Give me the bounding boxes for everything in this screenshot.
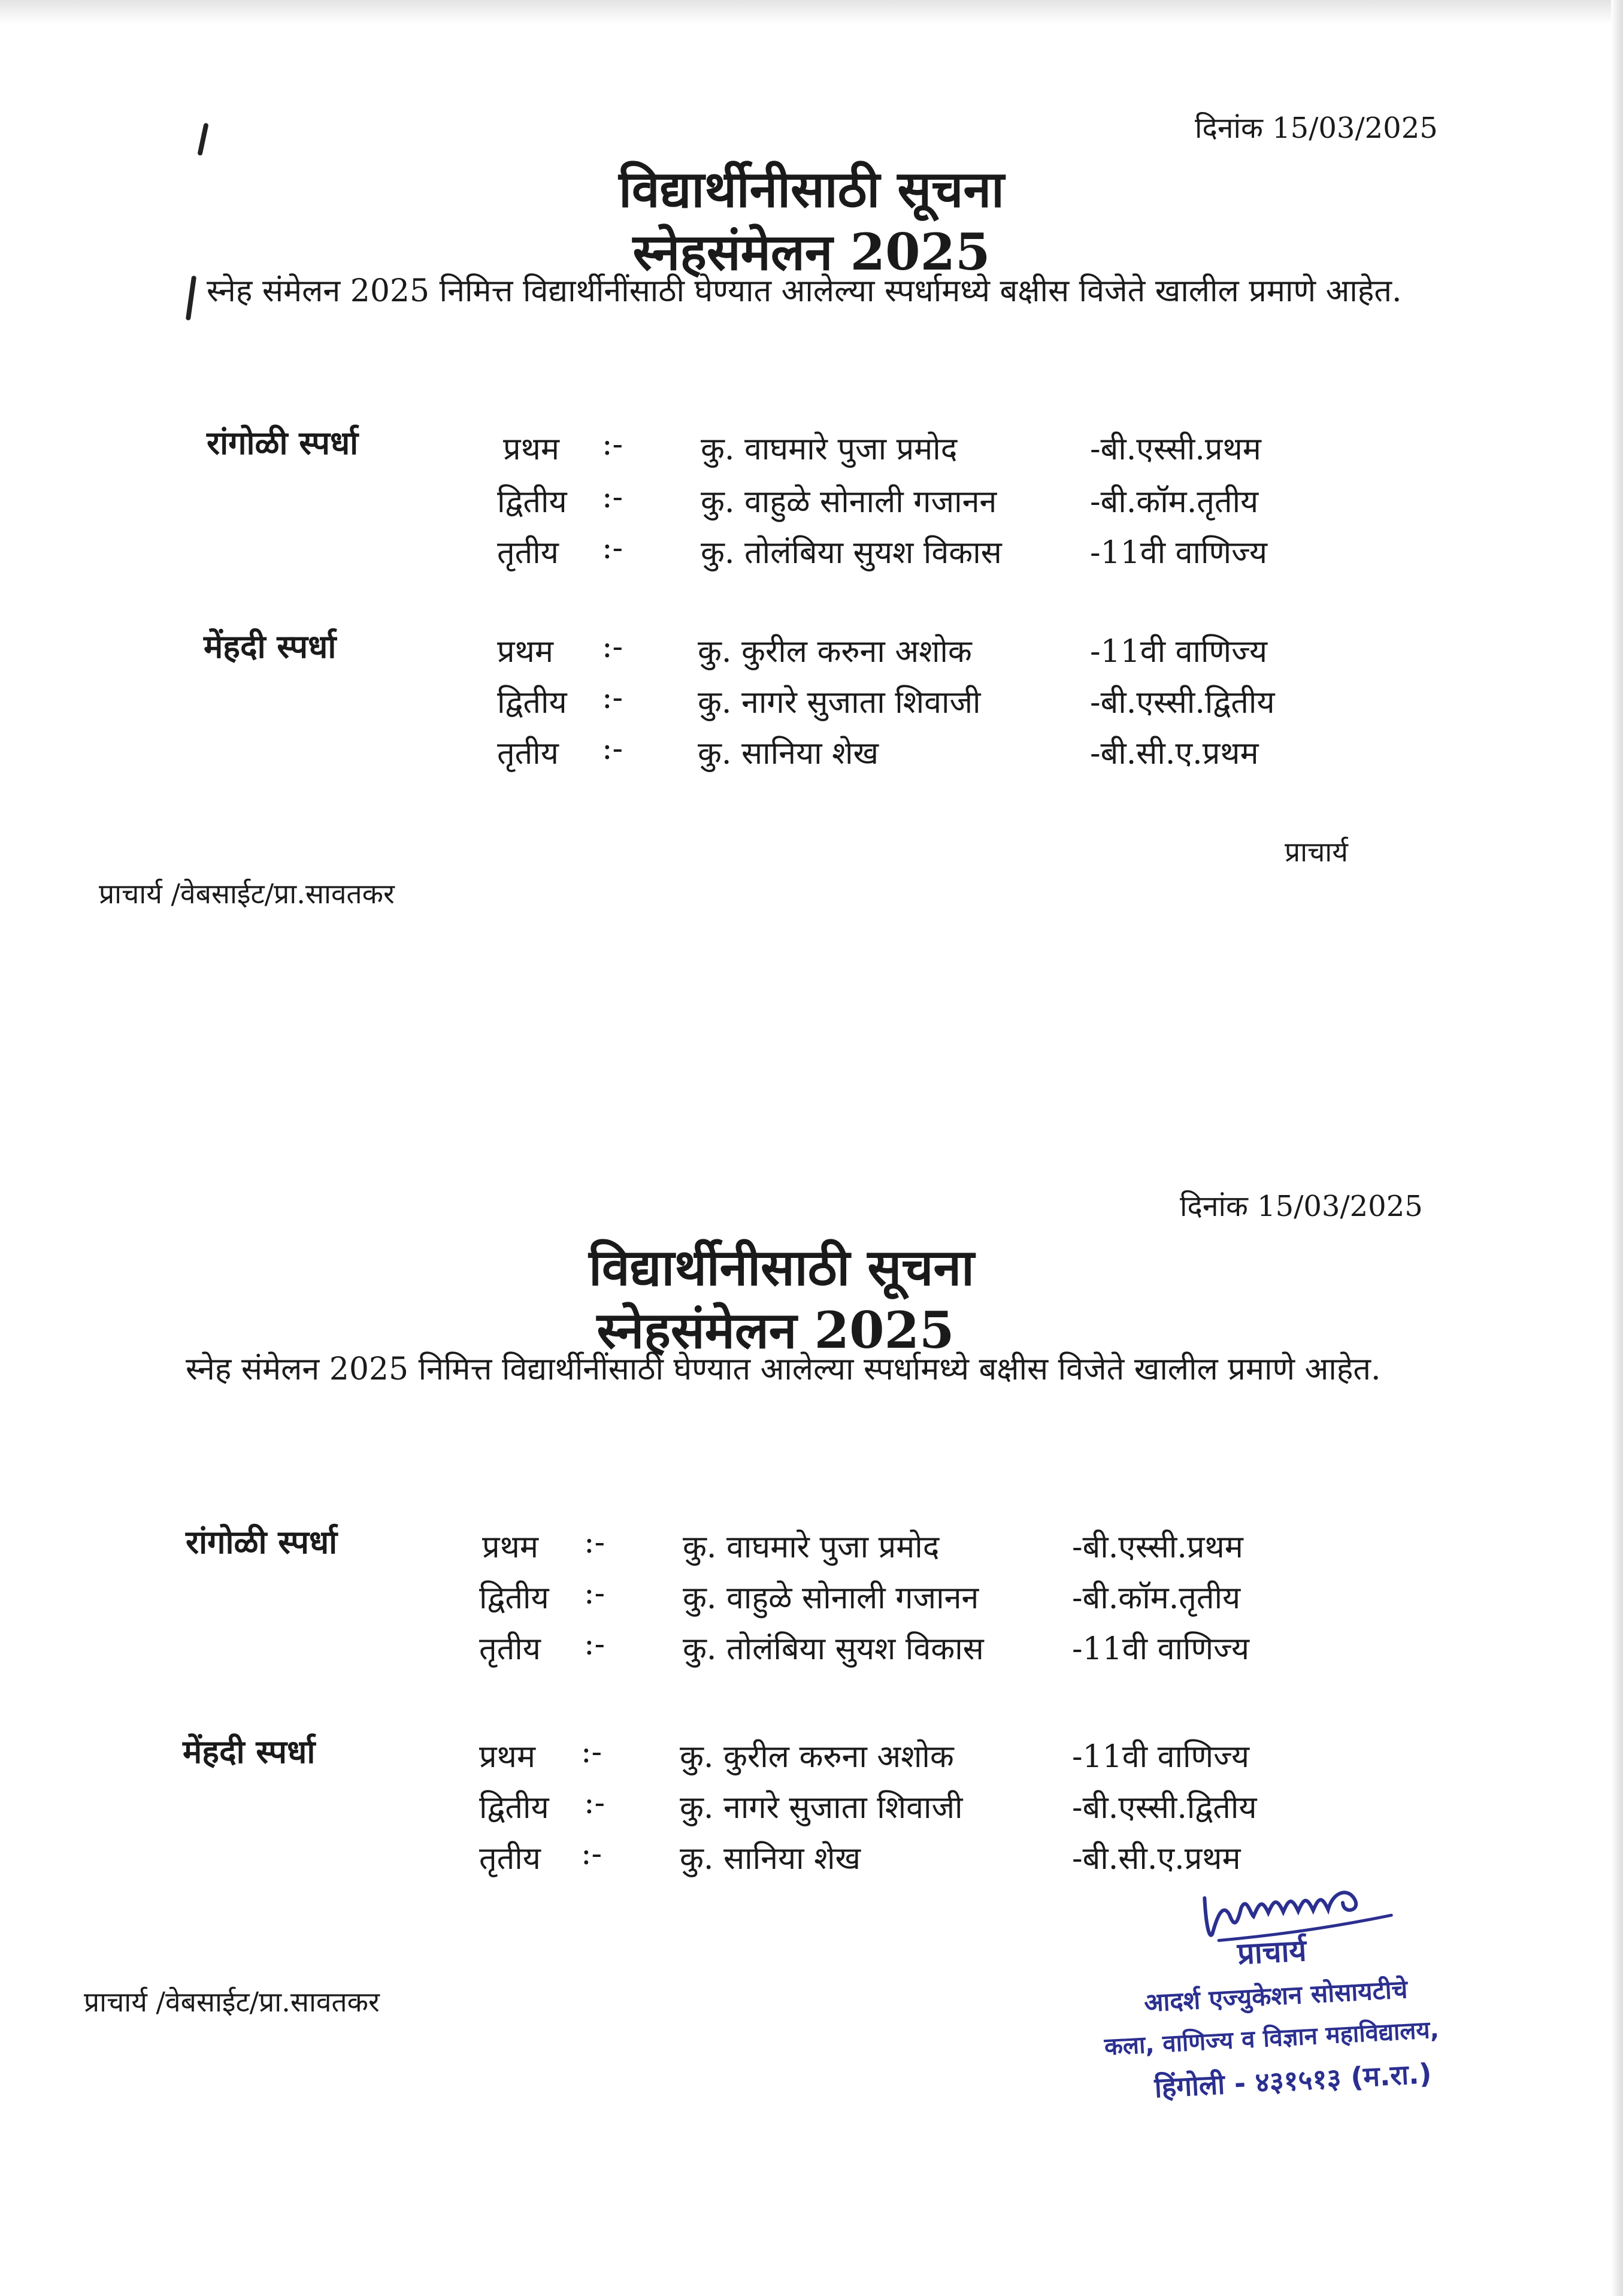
winner-class: -11वी वाणिज्य (1072, 1631, 1249, 1667)
stamp-society: आदर्श एज्युकेशन सोसायटीचे (1143, 1974, 1409, 2018)
winner-sep: :- (602, 731, 623, 767)
winner-class: -बी.सी.ए.प्रथम (1090, 736, 1259, 772)
winner-row (0, 629, 1623, 677)
notice-title: विद्यार्थीनीसाठी सूचना (589, 1238, 974, 1297)
principal-label: प्राचार्य (1285, 836, 1348, 868)
winner-row (0, 530, 1623, 578)
winner-name: कु. वाहुळे सोनाली गजानन (683, 1580, 979, 1616)
competition-title: रांगोळी स्पर्धा (186, 1523, 338, 1561)
winner-row (0, 1626, 1623, 1674)
notice-subtitle: स्नेहसंमेलन 2025 (596, 1300, 955, 1360)
notice-top (0, 0, 1623, 1018)
winner-class: -11वी वाणिज्य (1090, 535, 1267, 571)
winner-sep: :- (602, 680, 623, 716)
winner-class: -बी.कॉम.तृतीय (1072, 1580, 1241, 1616)
winner-class: -बी.एस्सी.प्रथम (1072, 1529, 1243, 1565)
winner-rank: द्वितीय (479, 1790, 549, 1826)
winner-rank: द्वितीय (479, 1580, 549, 1616)
notice-intro: स्नेह संमेलन 2025 निमित्त विद्यार्थीनींसाठी घेण्यात आलेल्या स्पर्धामध्ये बक्षीस विजेते खालील प्रमाणे आहेत. (207, 273, 1402, 309)
winner-name: कु. नागरे सुजाता शिवाजी (680, 1790, 963, 1826)
copy-to: प्राचार्य /वेबसाईट/प्रा.सावतकर (84, 1986, 380, 2018)
pen-mark (197, 123, 208, 156)
winner-rank: प्रथम (479, 1739, 535, 1775)
winner-name: कु. सानिया शेख (680, 1841, 861, 1877)
notice-subtitle: स्नेहसंमेलन 2025 (632, 222, 991, 282)
winner-class: -11वी वाणिज्य (1090, 634, 1267, 670)
winner-name: कु. वाघमारे पुजा प्रमोद (683, 1529, 940, 1565)
winner-rank: द्वितीय (497, 685, 567, 721)
winner-sep: :- (584, 1626, 605, 1662)
winner-sep: :- (584, 1575, 605, 1611)
winner-rank: प्रथम (497, 634, 553, 670)
notice-intro: स्नेह संमेलन 2025 निमित्त विद्यार्थीनींसाठी घेण्यात आलेल्या स्पर्धामध्ये बक्षीस विजेते खालील प्रमाणे आहेत. (186, 1351, 1381, 1387)
notice-date: दिनांक 15/03/2025 (1195, 111, 1438, 145)
winner-sep: :- (602, 479, 623, 515)
winner-name: कु. कुरील करुना अशोक (680, 1739, 954, 1775)
stamp-college: कला, वाणिज्य व विज्ञान महाविद्यालय, (1103, 2016, 1440, 2061)
winner-name: कु. तोलंबिया सुयश विकास (683, 1631, 984, 1667)
stamp-title: प्राचार्य (1236, 1932, 1307, 1971)
winner-class: -11वी वाणिज्य (1072, 1739, 1249, 1775)
stamp-address: हिंगोली - ४३१५१३ (म.रा.) (1153, 2057, 1433, 2104)
competition-title: रांगोळी स्पर्धा (207, 423, 359, 462)
winner-row (0, 1734, 1623, 1782)
winner-name: कु. सानिया शेख (698, 736, 879, 772)
winner-class: -बी.सी.ए.प्रथम (1072, 1841, 1241, 1877)
winner-name: कु. कुरील करुना अशोक (698, 634, 972, 670)
winner-rank: तृतीय (479, 1631, 541, 1667)
winner-sep: :- (602, 426, 623, 462)
winner-row (0, 731, 1623, 779)
winner-sep: :- (581, 1836, 602, 1872)
winner-class: -बी.एस्सी.द्वितीय (1090, 685, 1275, 721)
winner-name: कु. तोलंबिया सुयश विकास (701, 535, 1002, 571)
winner-class: -बी.एस्सी.द्वितीय (1072, 1790, 1257, 1826)
winner-sep: :- (584, 1524, 605, 1560)
copy-to: प्राचार्य /वेबसाईट/प्रा.सावतकर (99, 878, 395, 910)
signature-icon (1191, 1863, 1422, 1953)
winner-class: -बी.कॉम.तृतीय (1090, 484, 1259, 520)
winner-name: कु. वाघमारे पुजा प्रमोद (701, 431, 958, 467)
winner-name: कु. नागरे सुजाता शिवाजी (698, 685, 981, 721)
winner-rank: प्रथम (482, 1529, 538, 1565)
notice-title: विद्यार्थीनीसाठी सूचना (619, 159, 1004, 219)
winner-row (0, 426, 1623, 474)
winner-rank: द्वितीय (497, 484, 567, 520)
winner-class: -बी.एस्सी.प्रथम (1090, 431, 1261, 467)
winner-rank: प्रथम (503, 431, 559, 467)
competition-title: मेंहदी स्पर्धा (204, 627, 337, 665)
winner-row (0, 1575, 1623, 1623)
winner-sep: :- (602, 629, 623, 665)
winner-sep: :- (581, 1734, 602, 1770)
notice-date: दिनांक 15/03/2025 (1180, 1190, 1423, 1223)
winner-rank: तृतीय (497, 535, 559, 571)
official-stamp (1084, 1858, 1528, 2131)
winner-rank: तृतीय (479, 1841, 541, 1877)
winner-sep: :- (584, 1785, 605, 1821)
winner-row (0, 479, 1623, 527)
winner-sep: :- (602, 530, 623, 566)
competition-title: मेंहदी स्पर्धा (183, 1732, 316, 1771)
winner-row (0, 1785, 1623, 1833)
winner-name: कु. वाहुळे सोनाली गजानन (701, 484, 997, 520)
winner-rank: तृतीय (497, 736, 559, 772)
winner-row (0, 680, 1623, 728)
winner-row (0, 1524, 1623, 1572)
